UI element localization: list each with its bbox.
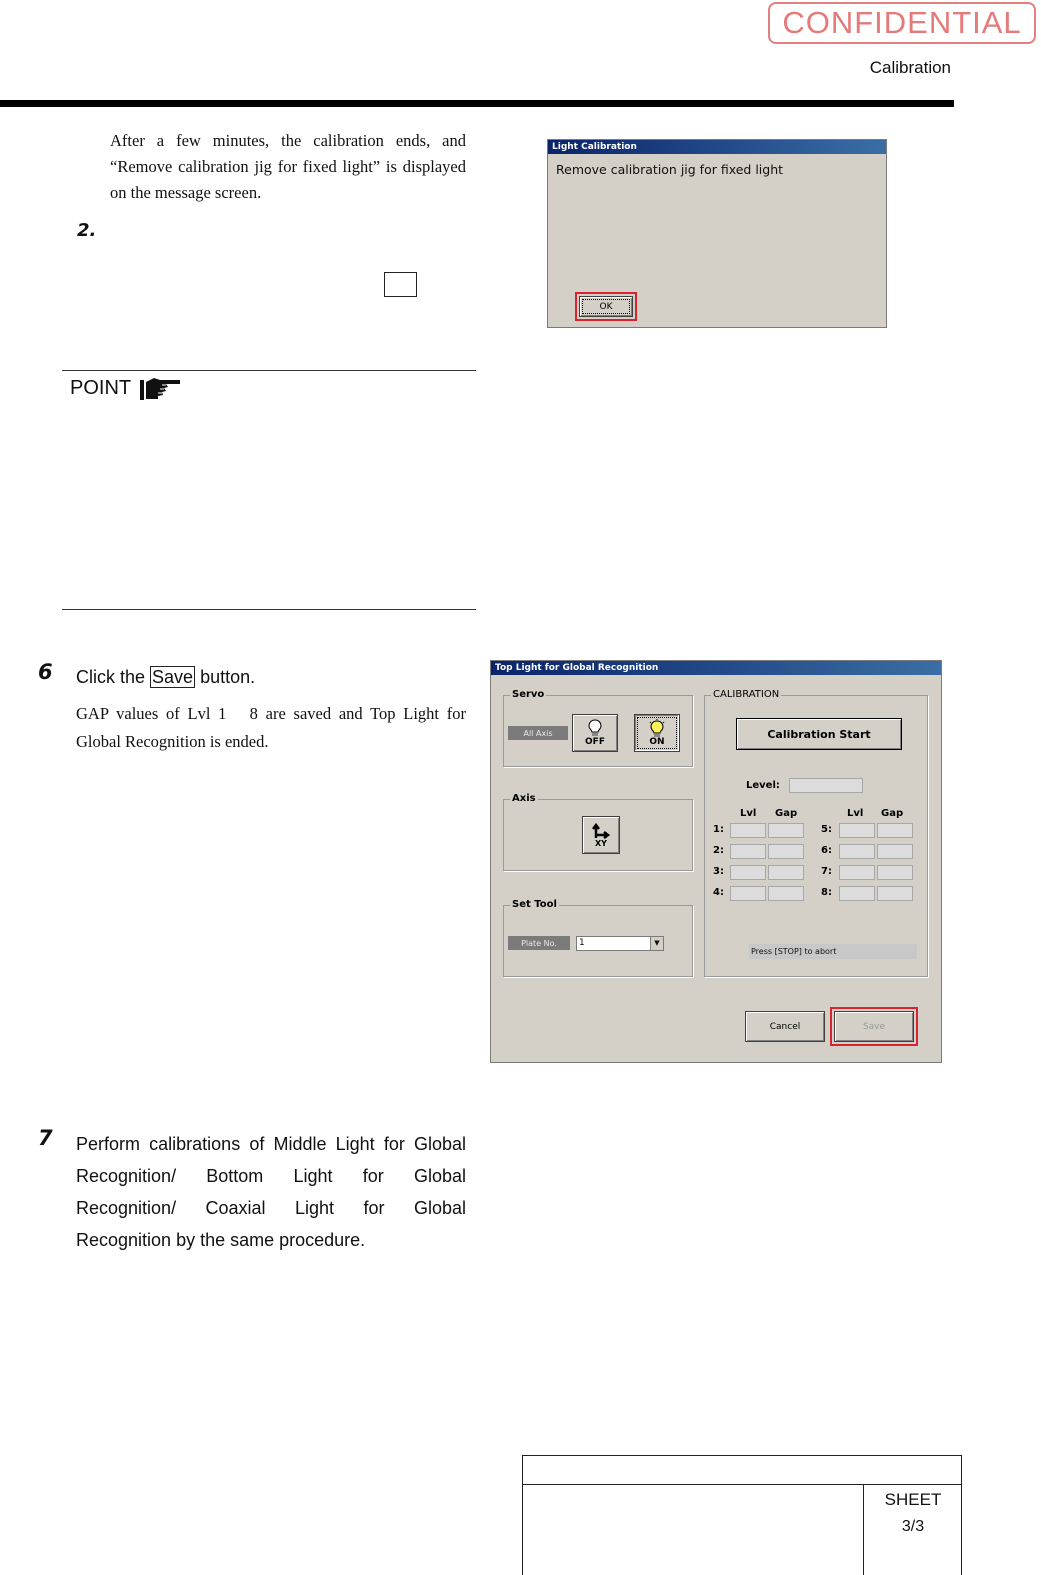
step-6-text-after: button. [195,667,256,687]
step-6-number: 6 [38,660,53,684]
point-top-rule [62,370,476,371]
point-bottom-rule [62,609,476,610]
step-6-note: GAP values of Lvl 1 8 are saved and Top Light for Global Recognition is ended. [76,704,466,751]
calibration-group [704,689,928,977]
level-label: Level: [746,780,780,791]
step-6-instruction [76,667,255,688]
lvl-column-header: Lvl [847,808,864,819]
lvl-field-7 [839,865,875,880]
save-word-box: Save [152,667,194,687]
gap-column-header: Gap [881,808,904,819]
row-label-5: 5: [821,824,832,835]
pointing-hand-icon [140,374,182,402]
gap-column-header: Gap [775,808,798,819]
step-2-number: 2. [77,220,97,241]
set-tool-group [503,899,693,977]
step-6-text-before: Click the [76,667,151,687]
plate-no-select[interactable] [576,936,664,951]
all-axis-label: All Axis [508,726,568,740]
set-tool-group-label: Set Tool [512,899,557,910]
row-label-2: 2: [713,845,724,856]
lvl-column-header: Lvl [740,808,757,819]
key-box [384,272,417,297]
bulb-on-icon [649,719,665,737]
plate-no-label: Plate No. [508,936,570,950]
servo-off-label: OFF [585,737,605,747]
light-calibration-dialog [547,139,887,328]
dialog-message: Remove calibration jig for fixed light [556,162,784,177]
calibration-group-label: CALIBRATION [713,689,780,700]
lvl-field-3 [730,865,766,880]
xy-axis-button[interactable] [582,816,620,854]
dialog-title-bar: Top Light for Global Recognition [491,661,941,675]
cancel-button[interactable]: Cancel [745,1011,825,1042]
sheet-number: 3/3 [901,1518,925,1535]
gap-field-4 [768,886,804,901]
gap-field-1 [768,823,804,838]
row-label-7: 7: [821,866,832,877]
gap-field-8 [877,886,913,901]
sheet-label: SHEET [884,1490,942,1509]
top-light-dialog [490,660,942,1063]
gap-field-7 [877,865,913,880]
lvl-field-6 [839,844,875,859]
point-label: POINT [70,377,132,399]
lvl-field-8 [839,886,875,901]
gap-field-5 [877,823,913,838]
plate-no-value: 1 [579,938,585,948]
step-7-number: 7 [38,1126,53,1150]
axis-group-label: Axis [512,793,536,804]
ok-button[interactable]: OK [579,296,633,317]
intro-paragraph: After a few minutes, the calibration ends, and “Remove calibration jig for fixed light” is displayed on the message screen. [110,131,466,202]
axis-group [503,793,693,871]
servo-off-button[interactable] [572,714,618,752]
gap-field-2 [768,844,804,859]
step-7-text: Perform calibrations of Middle Light for Global Recognition/ Bottom Light for Global Recognition/ Coaxial Light for Global Recognition by the same procedure. [76,1134,466,1250]
confidential-stamp: CONFIDENTIAL [768,2,1036,44]
lvl-field-1 [730,823,766,838]
header-rule [0,100,954,107]
row-label-1: 1: [713,824,724,835]
section-title: Calibration [869,58,951,77]
gap-field-3 [768,865,804,880]
save-button[interactable]: Save [834,1011,914,1042]
lvl-field-5 [839,823,875,838]
lvl-field-4 [730,886,766,901]
row-label-3: 3: [713,866,724,877]
level-field [789,778,863,793]
xy-label: XY [595,838,607,848]
row-label-8: 8: [821,887,832,898]
row-label-6: 6: [821,845,832,856]
servo-on-button[interactable] [634,714,680,752]
lvl-field-2 [730,844,766,859]
status-bar: Press [STOP] to abort [749,944,917,959]
servo-on-label: ON [649,737,665,747]
dropdown-arrow-icon[interactable]: ▼ [650,937,663,950]
servo-group [503,689,693,767]
xy-arrows-icon [592,823,610,839]
sheet-box [522,1455,962,1575]
dialog-title-bar: Light Calibration [548,140,886,154]
sheet-divider-horizontal [523,1484,961,1485]
gap-field-6 [877,844,913,859]
bulb-off-icon [588,719,602,737]
calibration-start-button[interactable]: Calibration Start [736,718,902,750]
servo-group-label: Servo [512,689,545,700]
row-label-4: 4: [713,887,724,898]
